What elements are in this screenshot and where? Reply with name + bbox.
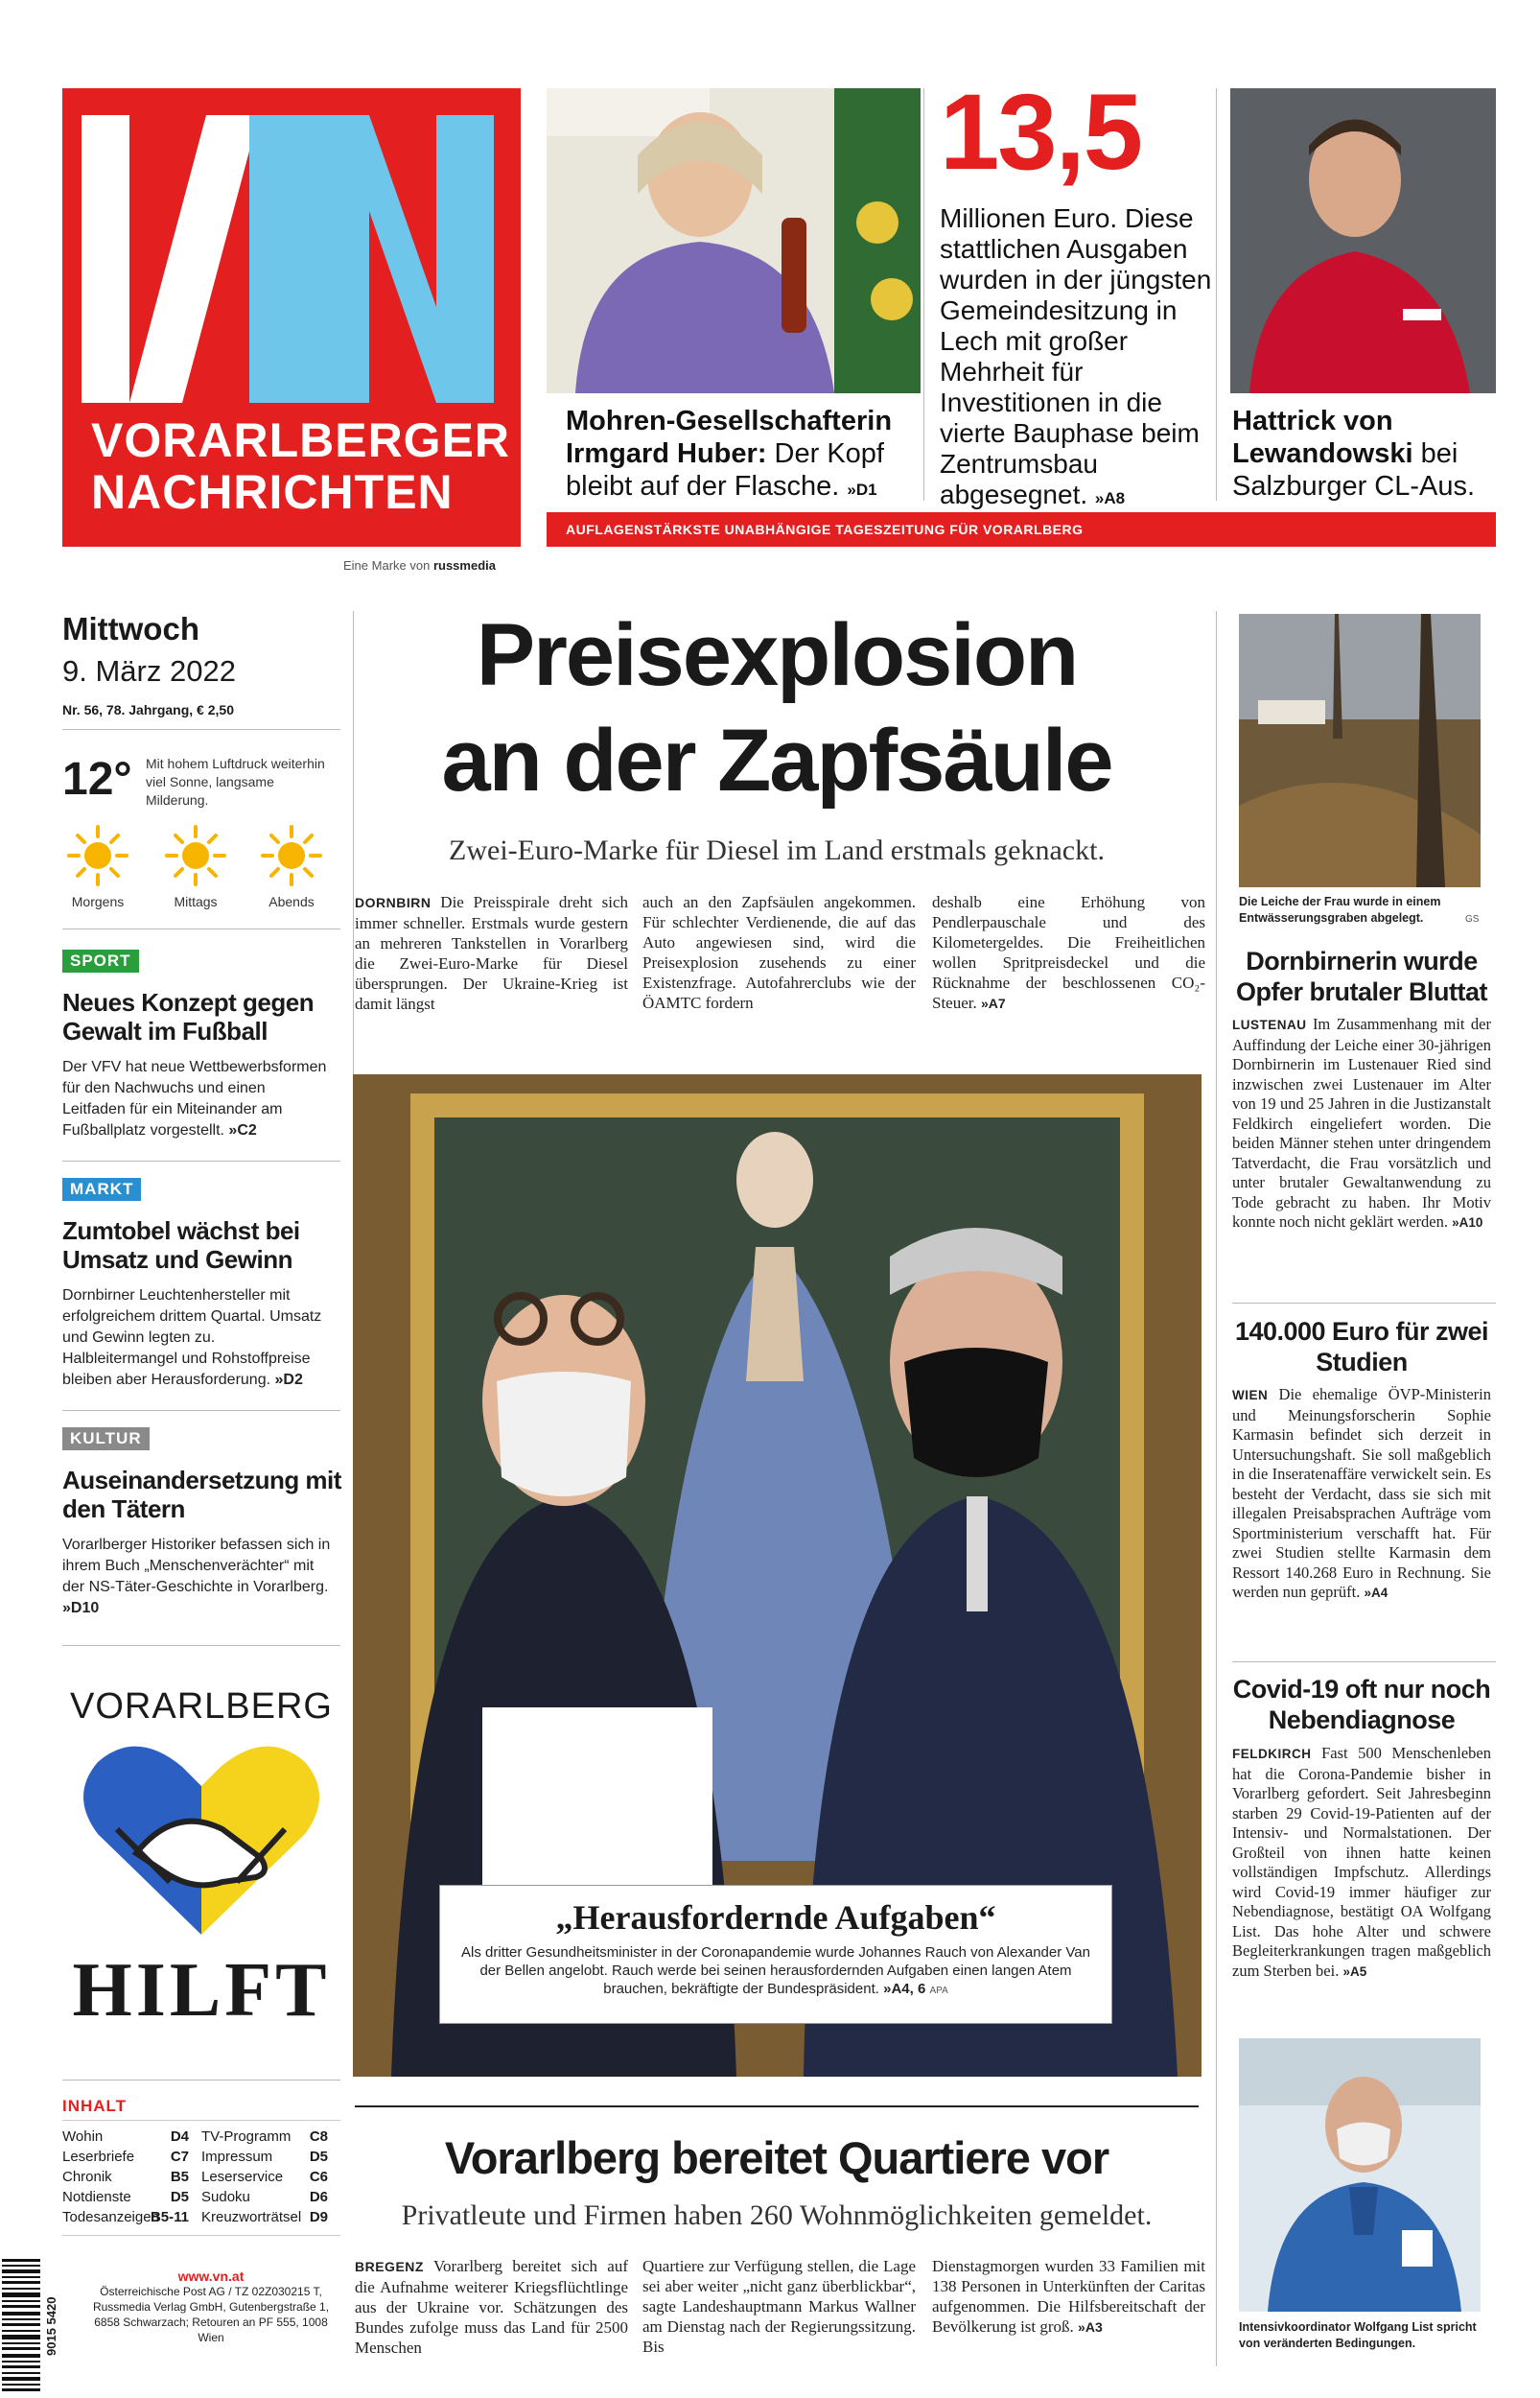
campaign-word-bottom: HILFT bbox=[72, 1948, 331, 2033]
teaser-lech[interactable] bbox=[940, 203, 1218, 514]
story-sport-ref: »C2 bbox=[228, 1122, 257, 1139]
toc-page: C8 bbox=[309, 2128, 328, 2145]
teaser-lech-ref: »A8 bbox=[1094, 489, 1126, 507]
toc-page: D5 bbox=[309, 2149, 328, 2165]
second-subhead: Privatleute und Firmen haben 260 Wohnmöglichkeiten gemeldet. bbox=[401, 2199, 1153, 2231]
toc-item[interactable] bbox=[62, 2128, 189, 2147]
second-column-3 bbox=[932, 2256, 1205, 2338]
toc-label: Impressum bbox=[201, 2149, 273, 2165]
teaser-huber-text: Der Kopf bleibt auf der Flasche. bbox=[566, 438, 884, 502]
brand-note-prefix: Eine Marke von bbox=[343, 558, 431, 573]
edition-issue: Nr. 56, 78. Jahrgang, € 2,50 bbox=[62, 702, 234, 717]
divider bbox=[1232, 1303, 1496, 1304]
lead-column-3-text: deshalb eine Erhöhung von Pendlerpauschale und des Kilometergeldes. Die Freiheitlichen wollen Spritpreisdeckel und die Rücknahme der beschlossenen CO₂-Steuer. bbox=[932, 893, 1205, 1012]
lewandowski-photo bbox=[1230, 88, 1496, 393]
story-markt-text: Dornbirner Leuchtenhersteller mit erfolgreichem drittem Quartal. Umsatz und Gewinn legten zu. Halbleitermangel und Rohstoffpreise bleiben aber Herausforderung. bbox=[62, 1287, 322, 1388]
second-column-3-text: Dienstagmorgen wurden 33 Familien mit 138 Personen in Unterkünften der Caritas aufgenommen. Die Hilfsbereitschaft der Bevölkerung ist groß. bbox=[932, 2257, 1205, 2336]
toc-label: Wohin bbox=[62, 2128, 104, 2145]
divider bbox=[62, 1410, 340, 1411]
lead-subhead: Zwei-Euro-Marke für Diesel im Land erstmals geknackt. bbox=[449, 835, 1105, 866]
weather-period-morning: Morgens bbox=[71, 894, 125, 909]
barcode-number: 9015 5420 bbox=[44, 2296, 58, 2356]
story-wien-ref: »A4 bbox=[1364, 1586, 1388, 1600]
story-feldkirch-headline[interactable]: Covid-19 oft nur noch Nebendiagnose bbox=[1232, 1675, 1491, 1734]
toc-item[interactable] bbox=[62, 2188, 189, 2207]
second-column-2 bbox=[642, 2256, 916, 2357]
toc-label: Leserservice bbox=[201, 2169, 284, 2185]
second-column-2-text: Quartiere zur Verfügung stellen, die Lage sei aber weiter „nicht ganz überblickbar“, sagte Landeshauptmann Markus Wallner am Dienstag nach der Regierungssitzung. Bis bbox=[642, 2257, 916, 2356]
toc-item[interactable] bbox=[201, 2148, 328, 2167]
toc-item[interactable] bbox=[201, 2188, 328, 2207]
section-tag-sport: SPORT bbox=[62, 950, 139, 973]
divider bbox=[62, 1161, 340, 1162]
lech-big-number: 13,5 bbox=[940, 72, 1141, 192]
toc-page: C7 bbox=[170, 2149, 189, 2165]
lead-column-3 bbox=[932, 892, 1205, 1014]
story-markt-body bbox=[62, 1285, 331, 1391]
toc-label: Todesanzeigen bbox=[62, 2209, 159, 2225]
photo-credit: GS bbox=[1465, 914, 1480, 925]
divider bbox=[1216, 88, 1217, 501]
toc-page: D6 bbox=[309, 2189, 328, 2205]
toc-page: D4 bbox=[170, 2128, 189, 2145]
story-wien-headline[interactable]: 140.000 Euro für zwei Studien bbox=[1234, 1317, 1489, 1376]
weather-text: Mit hohem Luftdruck weiterhin viel Sonne, langsame Milderung. bbox=[146, 756, 325, 808]
divider bbox=[1216, 611, 1217, 2366]
edition-day: Mittwoch bbox=[62, 611, 199, 647]
teaser-huber-title: Mohren-Gesellschafterin Irmgard Huber: bbox=[566, 406, 893, 469]
brand-note bbox=[343, 558, 496, 573]
second-place: BREGENZ bbox=[355, 2259, 424, 2274]
huber-photo bbox=[547, 88, 921, 393]
divider bbox=[355, 2105, 1199, 2107]
divider bbox=[62, 2080, 340, 2081]
toc-item[interactable] bbox=[201, 2168, 328, 2187]
imprint-line: 6858 Schwarzach; Retouren an PF 555, 1008 Wien bbox=[94, 2316, 328, 2344]
toc-page: D5 bbox=[170, 2189, 189, 2205]
imprint-line: Russmedia Verlag GmbH, Gutenbergstraße 1, bbox=[92, 2300, 330, 2314]
divider bbox=[923, 88, 924, 501]
inhalt-title: INHALT bbox=[62, 2097, 128, 2115]
story-kultur-ref: »D10 bbox=[62, 1600, 100, 1616]
vn-logo-mark bbox=[82, 115, 503, 403]
crime-photo-caption-text: Die Leiche der Frau wurde in einem Entwässerungsgraben abgelegt. bbox=[1239, 895, 1441, 925]
teaser-huber-ref: »D1 bbox=[847, 481, 877, 499]
divider bbox=[62, 1645, 340, 1646]
vn-logo bbox=[62, 88, 521, 547]
toc-page: B5 bbox=[170, 2169, 189, 2185]
teaser-huber[interactable] bbox=[566, 405, 921, 506]
story-kultur-headline[interactable]: Auseinandersetzung mit den Tätern bbox=[62, 1466, 341, 1523]
story-kultur-body bbox=[62, 1535, 331, 1619]
doctor-photo bbox=[1239, 2038, 1481, 2312]
story-feldkirch-body bbox=[1232, 1744, 1491, 1982]
logo-wordmark bbox=[91, 414, 510, 518]
lead-headline-line-1: Preisexplosion bbox=[476, 606, 1078, 704]
second-headline[interactable]: Vorarlberg bereitet Quartiere vor bbox=[444, 2132, 1109, 2183]
tagline-bar: AUFLAGENSTÄRKSTE UNABHÄNGIGE TAGESZEITUNG FÜR VORARLBERG bbox=[547, 512, 1496, 547]
story-kultur-text: Vorarlberger Historiker befassen sich in ihrem Buch „Menschenverächter“ mit der NS-Täter-Geschichte in Vorarlberg. bbox=[62, 1537, 331, 1595]
toc-page: D9 bbox=[309, 2209, 328, 2225]
teaser-lewandowski-text: bei Salzburger CL-Aus. bbox=[1232, 438, 1476, 502]
toc-label: Kreuzworträtsel bbox=[201, 2209, 302, 2225]
lead-headline[interactable] bbox=[355, 602, 1199, 813]
photo-caption-body: Als dritter Gesundheitsminister in der Coronapandemie wurde Johannes Rauch von Alexander Van der Bellen angelobt. Rauch werde bei seinen herausfordernden Aufgaben einen langen Atem brauchen, bekräftigte der Bundespräsident. bbox=[461, 1944, 1090, 1997]
story-lustenau-body bbox=[1232, 1015, 1491, 1234]
story-sport-text: Der VFV hat neue Wettbewerbsformen für den Nachwuchs und einen Leitfaden für ein Miteinander am Fußballplatz vorgestellt. bbox=[62, 1059, 327, 1139]
brand-note-brand: russmedia bbox=[432, 558, 496, 573]
toc-page: B5-11 bbox=[150, 2209, 189, 2225]
story-feldkirch-text: Fast 500 Menschenleben hat die Corona-Pandemie bisher in Vorarlberg gefordert. Seit Jahresbeginn starben 29 Covid-19-Patienten auf der Intensiv- und Normalstationen. Der Großteil von ihnen hatte keinen vollständigen Impfschutz. Allerdings wird Covid-19 immer häufiger zur Nebendiagnose, bestätigt OA Wolfgang List. Das hohe Alter und schwere Begleiterkrankungen tragen maßgeblich zum Sterben bei. bbox=[1232, 1744, 1491, 1980]
photo-caption-text bbox=[459, 1943, 1092, 2000]
teaser-lech-text: Millionen Euro. Diese stattlichen Ausgaben wurden in der jüngsten Gemeindesitzung in Lech mit großer Mehrheit für Investitionen in die vierte Bauphase beim Zentrumsbau abgesegnet. bbox=[940, 203, 1212, 509]
toc-item[interactable] bbox=[201, 2208, 328, 2227]
lead-column-2-text: auch an den Zapfsäulen angekommen. Für schlechter Verdienende, die auf das Auto angewiesen sind, wird die Preisexplosion zusehends zu einer Existenzfrage. Autofahrerclubs wie der ÖAMTC fordern bbox=[642, 893, 916, 1012]
imprint-line: Österreichische Post AG / TZ 02Z030215 T, bbox=[100, 2285, 322, 2298]
photo-caption-ref: »A4, 6 bbox=[883, 1981, 926, 1997]
second-column-1-text: Vorarlberg bereitet sich auf die Aufnahme weiterer Kriegsflüchtlinge aus der Ukraine vor. Schätzungen des Bundes zufolge muss das Land für 2500 Menschen bbox=[355, 2257, 628, 2357]
section-tag-markt: MARKT bbox=[62, 1178, 141, 1201]
photo-credit: APA bbox=[929, 1986, 948, 1996]
story-lustenau-ref: »A10 bbox=[1452, 1215, 1483, 1230]
weather-period-evening: Abends bbox=[268, 894, 315, 909]
story-sport-headline[interactable]: Neues Konzept gegen Gewalt im Fußball bbox=[62, 988, 315, 1046]
story-markt-ref: »D2 bbox=[274, 1372, 303, 1388]
toc-label: Sudoku bbox=[201, 2189, 250, 2205]
lead-headline-line-2: an der Zapfsäule bbox=[441, 712, 1112, 810]
weather-period-noon: Mittags bbox=[174, 894, 218, 909]
toc-page: C6 bbox=[309, 2169, 328, 2185]
divider bbox=[62, 2120, 340, 2121]
lead-column-1-text: Die Preisspirale dreht sich immer schneller. Erstmals wurde gestern an mehreren Tankstellen in Vorarlberg die Zwei-Euro-Marke für Diesel übersprungen. Der Ukraine-Krieg ist damit längst bbox=[355, 893, 628, 1013]
section-tag-kultur: KULTUR bbox=[62, 1427, 150, 1450]
toc-item[interactable] bbox=[201, 2128, 328, 2147]
imprint bbox=[86, 2269, 336, 2345]
lead-place: DORNBIRN bbox=[355, 895, 432, 910]
photo-caption-box bbox=[439, 1885, 1112, 2024]
lead-ref: »A7 bbox=[981, 996, 1006, 1011]
story-wien-text: Die ehemalige ÖVP-Ministerin und Meinungsforscherin Sophie Karmasin befindet sich derzeit in Untersuchungshaft. Sie soll maßgeblich in die Inseratenaffäre verwickelt sein. Es besteht der Verdacht, dass sie sich mit illegalen Preisabsprachen Aufträge vom Sportministerium verschafft hat. Für zwei Studien stellte Karmasin dem Ressort 140.268 Euro in Rechnung. Sie werden nun geprüft. bbox=[1232, 1385, 1492, 1601]
divider bbox=[62, 2235, 340, 2236]
logo-line-2: NACHRICHTEN bbox=[91, 465, 454, 519]
toc-label: Leserbriefe bbox=[62, 2149, 135, 2165]
story-feldkirch-place: FELDKIRCH bbox=[1232, 1747, 1312, 1761]
sun-icon bbox=[67, 825, 128, 886]
story-sport-body bbox=[62, 1057, 331, 1141]
sun-icon bbox=[261, 825, 322, 886]
story-lustenau-place: LUSTENAU bbox=[1232, 1018, 1307, 1032]
campaign-word-top: VORARLBERG bbox=[70, 1686, 333, 1727]
lead-column-1 bbox=[355, 892, 628, 1014]
toc-item[interactable] bbox=[62, 2208, 189, 2227]
story-markt-headline[interactable]: Zumtobel wächst bei Umsatz und Gewinn bbox=[62, 1216, 300, 1274]
imprint-url[interactable]: www.vn.at bbox=[177, 2269, 245, 2284]
toc-label: Notdienste bbox=[62, 2189, 131, 2205]
second-ref: »A3 bbox=[1078, 2319, 1103, 2335]
story-lustenau-headline[interactable]: Dornbirnerin wurde Opfer brutaler Bluttat bbox=[1235, 947, 1488, 1006]
logo-line-1: VORARLBERGER bbox=[91, 413, 511, 467]
photo-caption-title[interactable]: „Herausfordernde Aufgaben“ bbox=[555, 1898, 996, 1937]
story-feldkirch-ref: »A5 bbox=[1342, 1963, 1367, 1979]
teaser-lewandowski-title: Hattrick von Lewandowski bbox=[1232, 406, 1413, 469]
toc-item[interactable] bbox=[62, 2148, 189, 2167]
toc-label: TV-Programm bbox=[201, 2128, 292, 2145]
story-wien-body bbox=[1232, 1385, 1491, 1604]
story-lustenau-text: Im Zusammenhang mit der Auffindung der Leiche einer 30-jährigen Dornbirnerin im Lustenauer Ried sind inzwischen zwei Lustenauer im Alter von 19 und 25 Jahren in die Justizanstalt Feldkirch eingeliefert worden. Die beiden Männer stehen unter dringendem Tatverdacht, die Frau vorsätzlich und unter brutaler Gewaltanwendung zu Tode gebracht zu haben. Ihr Motiv konnte noch nicht geklärt werden. bbox=[1232, 1015, 1492, 1231]
lead-column-2 bbox=[642, 892, 916, 1013]
toc-label: Chronik bbox=[62, 2169, 112, 2185]
crime-photo-caption bbox=[1239, 894, 1469, 927]
divider bbox=[62, 729, 340, 730]
handshake-heart-icon bbox=[79, 1738, 324, 1940]
toc-item[interactable] bbox=[62, 2168, 189, 2187]
edition-date: 9. März 2022 bbox=[62, 654, 236, 688]
doctor-photo-caption: Intensivkoordinator Wolfgang List spricht von veränderten Bedingungen. bbox=[1239, 2320, 1477, 2350]
divider bbox=[1232, 1661, 1496, 1662]
story-wien-place: WIEN bbox=[1232, 1388, 1269, 1402]
sun-icon bbox=[165, 825, 226, 886]
second-column-1 bbox=[355, 2256, 628, 2358]
crime-scene-photo bbox=[1239, 614, 1481, 887]
weather-temperature: 12° bbox=[62, 754, 132, 805]
barcode bbox=[2, 2259, 56, 2393]
